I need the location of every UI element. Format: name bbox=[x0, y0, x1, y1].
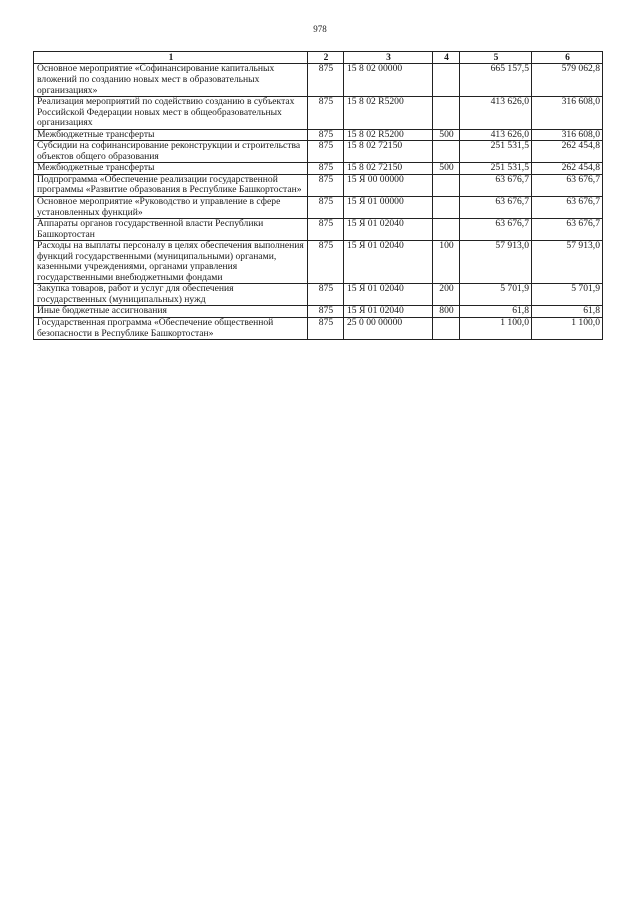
row-name: Закупка товаров, работ и услуг для обеспечения государственных (муниципальных) нужд bbox=[34, 284, 308, 306]
row-vr bbox=[433, 318, 460, 340]
header-row bbox=[34, 52, 603, 64]
row-sum-1: 413 626,0 bbox=[460, 129, 532, 141]
table-row bbox=[34, 129, 603, 141]
row-vr bbox=[433, 174, 460, 196]
row-csr: 15 8 02 00000 bbox=[344, 64, 433, 97]
row-sum-2: 57 913,0 bbox=[532, 241, 603, 284]
header-col-2: 2 bbox=[308, 52, 344, 64]
table-row bbox=[34, 163, 603, 175]
header-col-6: 6 bbox=[532, 52, 603, 64]
row-ved: 875 bbox=[308, 306, 344, 318]
row-sum-2: 5 701,9 bbox=[532, 284, 603, 306]
row-ved: 875 bbox=[308, 163, 344, 175]
row-sum-1: 413 626,0 bbox=[460, 97, 532, 130]
row-sum-1: 63 676,7 bbox=[460, 219, 532, 241]
row-sum-1: 61,8 bbox=[460, 306, 532, 318]
header-col-3: 3 bbox=[344, 52, 433, 64]
row-sum-2: 1 100,0 bbox=[532, 318, 603, 340]
table-body bbox=[34, 64, 603, 340]
row-ved: 875 bbox=[308, 284, 344, 306]
row-sum-1: 251 531,5 bbox=[460, 141, 532, 163]
row-vr bbox=[433, 64, 460, 97]
header-col-4: 4 bbox=[433, 52, 460, 64]
row-vr: 500 bbox=[433, 163, 460, 175]
row-vr: 100 bbox=[433, 241, 460, 284]
table-row bbox=[34, 241, 603, 284]
row-sum-2: 316 608,0 bbox=[532, 129, 603, 141]
row-name: Аппараты органов государственной власти Республики Башкортостан bbox=[34, 219, 308, 241]
row-sum-1: 665 157,5 bbox=[460, 64, 532, 97]
row-ved: 875 bbox=[308, 219, 344, 241]
page-number: 978 bbox=[313, 24, 327, 34]
row-sum-1: 63 676,7 bbox=[460, 197, 532, 219]
row-ved: 875 bbox=[308, 174, 344, 196]
table-row bbox=[34, 318, 603, 340]
row-sum-1: 63 676,7 bbox=[460, 174, 532, 196]
row-sum-1: 251 531,5 bbox=[460, 163, 532, 175]
table-row bbox=[34, 141, 603, 163]
row-vr: 800 bbox=[433, 306, 460, 318]
row-ved: 875 bbox=[308, 241, 344, 284]
row-csr: 15 8 02 R5200 bbox=[344, 129, 433, 141]
table-header bbox=[34, 52, 603, 64]
table-row bbox=[34, 197, 603, 219]
row-ved: 875 bbox=[308, 141, 344, 163]
row-name: Субсидии на софинансирование реконструкции и строительства объектов общего образования bbox=[34, 141, 308, 163]
row-csr: 15 8 02 R5200 bbox=[344, 97, 433, 130]
table-row bbox=[34, 64, 603, 97]
row-csr: 25 0 00 00000 bbox=[344, 318, 433, 340]
row-ved: 875 bbox=[308, 64, 344, 97]
row-sum-2: 63 676,7 bbox=[532, 219, 603, 241]
row-vr bbox=[433, 97, 460, 130]
row-name: Расходы на выплаты персоналу в целях обеспечения выполнения функций государственными (муниципальными) органами, казенными учреждениями, органами управления государственными внебюджетными фондами bbox=[34, 241, 308, 284]
row-csr: 15 Я 01 00000 bbox=[344, 197, 433, 219]
row-ved: 875 bbox=[308, 129, 344, 141]
row-sum-1: 57 913,0 bbox=[460, 241, 532, 284]
row-csr: 15 Я 01 02040 bbox=[344, 219, 433, 241]
row-sum-2: 63 676,7 bbox=[532, 197, 603, 219]
row-ved: 875 bbox=[308, 318, 344, 340]
budget-table bbox=[33, 51, 603, 340]
row-csr: 15 Я 01 02040 bbox=[344, 306, 433, 318]
row-name: Подпрограмма «Обеспечение реализации государственной программы «Развитие образования в Республике Башкортостан» bbox=[34, 174, 308, 196]
row-csr: 15 Я 01 02040 bbox=[344, 241, 433, 284]
row-csr: 15 8 02 72150 bbox=[344, 163, 433, 175]
row-name: Основное мероприятие «Софинансирование капитальных вложений по созданию новых мест в образовательных организациях» bbox=[34, 64, 308, 97]
row-sum-2: 262 454,8 bbox=[532, 141, 603, 163]
row-name: Реализация мероприятий по содействию созданию в субъектах Российской Федерации новых мест в общеобразовательных организациях bbox=[34, 97, 308, 130]
table-row bbox=[34, 97, 603, 130]
row-vr bbox=[433, 219, 460, 241]
row-sum-2: 316 608,0 bbox=[532, 97, 603, 130]
row-sum-1: 5 701,9 bbox=[460, 284, 532, 306]
row-vr: 500 bbox=[433, 129, 460, 141]
row-vr bbox=[433, 197, 460, 219]
table-row bbox=[34, 306, 603, 318]
row-sum-2: 61,8 bbox=[532, 306, 603, 318]
table-row bbox=[34, 284, 603, 306]
row-name: Межбюджетные трансферты bbox=[34, 163, 308, 175]
row-sum-2: 262 454,8 bbox=[532, 163, 603, 175]
table-row bbox=[34, 174, 603, 196]
row-csr: 15 Я 00 00000 bbox=[344, 174, 433, 196]
row-csr: 15 Я 01 02040 bbox=[344, 284, 433, 306]
row-name: Государственная программа «Обеспечение общественной безопасности в Республике Башкортостан» bbox=[34, 318, 308, 340]
row-name: Межбюджетные трансферты bbox=[34, 129, 308, 141]
row-vr: 200 bbox=[433, 284, 460, 306]
row-name: Основное мероприятие «Руководство и управление в сфере установленных функций» bbox=[34, 197, 308, 219]
table-row bbox=[34, 219, 603, 241]
row-sum-2: 579 062,8 bbox=[532, 64, 603, 97]
row-csr: 15 8 02 72150 bbox=[344, 141, 433, 163]
header-col-1: 1 bbox=[34, 52, 308, 64]
row-sum-1: 1 100,0 bbox=[460, 318, 532, 340]
row-ved: 875 bbox=[308, 97, 344, 130]
header-col-5: 5 bbox=[460, 52, 532, 64]
row-name: Иные бюджетные ассигнования bbox=[34, 306, 308, 318]
row-sum-2: 63 676,7 bbox=[532, 174, 603, 196]
row-vr bbox=[433, 141, 460, 163]
row-ved: 875 bbox=[308, 197, 344, 219]
